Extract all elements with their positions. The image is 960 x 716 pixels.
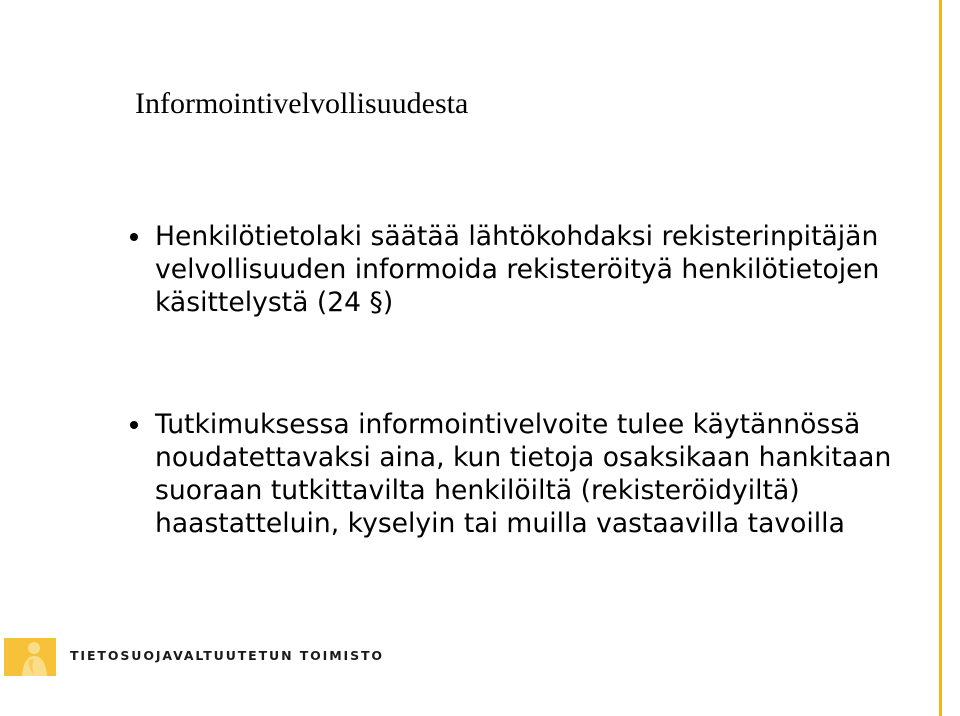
bullet-text: Tutkimuksessa informointivelvoite tulee käytännössä noudatettavaksi aina, kun tietoja osaksikaan hankitaan suoraan tutkittavilta henkilöiltä (rekisteröidyiltä) haastatteluin, kyselyin tai muilla vastaavilla tavoilla (155, 409, 892, 539)
bullet-item (130, 220, 930, 319)
slide-title: Informointivelvollisuudesta (135, 87, 469, 120)
bullet-text: Henkilötietolaki säätää lähtökohdaksi rekisterinpitäjän velvollisuuden informoida rekisteröityä henkilötietojen käsittelystä (24 §) (155, 221, 880, 318)
organization-name: TIETOSUOJAVALTUUTETUN TOIMISTO (70, 648, 384, 663)
bullet-dot-icon (130, 233, 138, 241)
person-silhouette-icon (4, 638, 56, 676)
bullet-dot-icon (130, 421, 138, 429)
footer-logo (0, 638, 384, 676)
bullet-item (130, 408, 930, 540)
right-accent-rule (939, 0, 942, 716)
